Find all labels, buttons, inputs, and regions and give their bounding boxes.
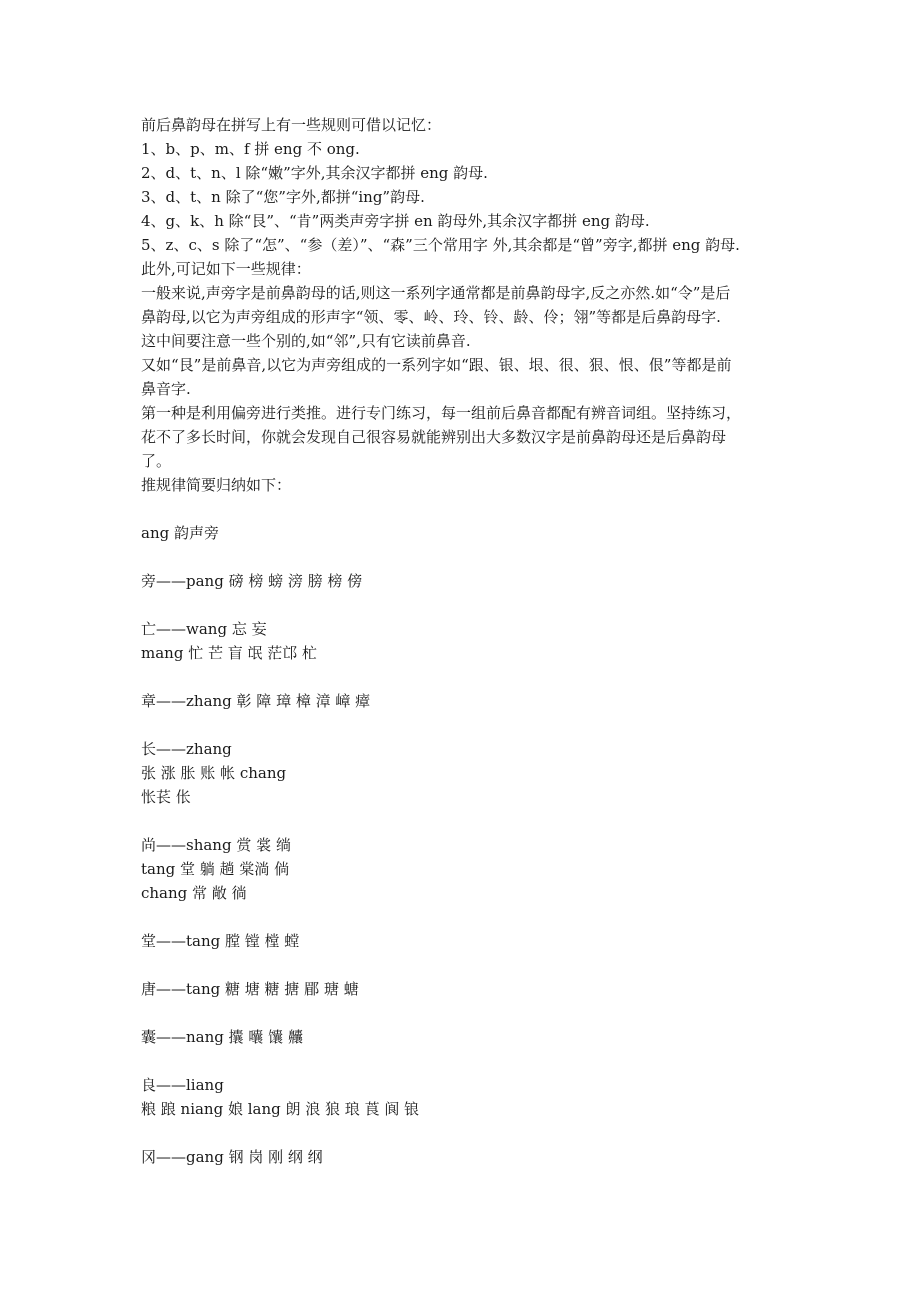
paragraph-line: 了。 — [141, 452, 172, 470]
group-line: 堂——tang 膛 镗 樘 螳 — [141, 932, 300, 950]
rule-2: 2、d、t、n、l 除“嫩”字外,其余汉字都拼 eng 韵母. — [141, 164, 488, 182]
paragraph-line: 这中间要注意一些个别的,如“邻”,只有它读前鼻音. — [141, 332, 471, 350]
group-line: 唐——tang 糖 塘 糖 搪 郿 瑭 螗 — [141, 980, 359, 998]
group-line: 囊——nang 攮 囔 馕 齉 — [141, 1028, 303, 1046]
paragraph-line: 鼻韵母,以它为声旁组成的形声字“领、零、岭、玲、铃、龄、伶；翎”等都是后鼻韵母字. — [141, 308, 721, 326]
group-line: 冈——gang 钢 岗 刚 纲 纲 — [141, 1148, 323, 1166]
rule-4: 4、g、k、h 除“艮”、“肯”两类声旁字拼 en 韵母外,其余汉字都拼 eng 韵母. — [141, 212, 650, 230]
document-body — [141, 113, 781, 1169]
rule-3: 3、d、t、n 除了“您”字外,都拼“ing”韵母. — [141, 188, 425, 206]
paragraph-line: 鼻音字. — [141, 380, 191, 398]
paragraph-line: 花不了多长时间，你就会发现自己很容易就能辨别出大多数汉字是前鼻韵母还是后鼻韵母 — [141, 428, 727, 446]
paragraph-line: 一般来说,声旁字是前鼻韵母的话,则这一系列字通常都是前鼻韵母字,反之亦然.如“令”是后 — [141, 284, 731, 302]
also-heading: 此外,可记如下一些规律： — [141, 260, 311, 278]
group-line: 长——zhang — [141, 740, 232, 758]
group-line: 章——zhang 彰 障 璋 樟 漳 嶂 瘴 — [141, 692, 371, 710]
group-line: 旁——pang 磅 榜 螃 滂 膀 榜 傍 — [141, 572, 363, 590]
summary-heading: 推规律简要归纳如下： — [141, 476, 292, 494]
group-line: 尚——shang 赏 裳 绱 — [141, 836, 291, 854]
group-line: 张 涨 胀 账 帐 chang — [141, 764, 287, 782]
group-line: 良——liang — [141, 1076, 224, 1094]
ang-section-title: ang 韵声旁 — [141, 524, 219, 542]
rule-5: 5、z、c、s 除了“怎”、“参（差）”、“森”三个常用字 外,其余都是“曾”旁字,都拼 eng 韵母. — [141, 236, 740, 254]
group-line: 怅苌 伥 — [141, 788, 191, 806]
group-line: tang 堂 躺 趟 棠淌 倘 — [141, 860, 290, 878]
group-line: 粮 踉 niang 娘 lang 朗 浪 狼 琅 莨 阆 锒 — [141, 1100, 420, 1118]
rule-1: 1、b、p、m、f 拼 eng 不 ong. — [141, 140, 360, 158]
intro-heading: 前后鼻韵母在拼写上有一些规则可借以记忆： — [141, 116, 442, 134]
paragraph-line: 第一种是利用偏旁进行类推。进行专门练习，每一组前后鼻音都配有辨音词组。坚持练习， — [141, 404, 742, 422]
group-line: 亡——wang 忘 妄 — [141, 620, 267, 638]
group-line: chang 常 敞 徜 — [141, 884, 247, 902]
group-line: mang 忙 芒 盲 氓 茫邙 杧 — [141, 644, 318, 662]
paragraph-line: 又如“艮”是前鼻音,以它为声旁组成的一系列字如“跟、银、垠、很、狠、恨、佷”等都是前 — [141, 356, 732, 374]
